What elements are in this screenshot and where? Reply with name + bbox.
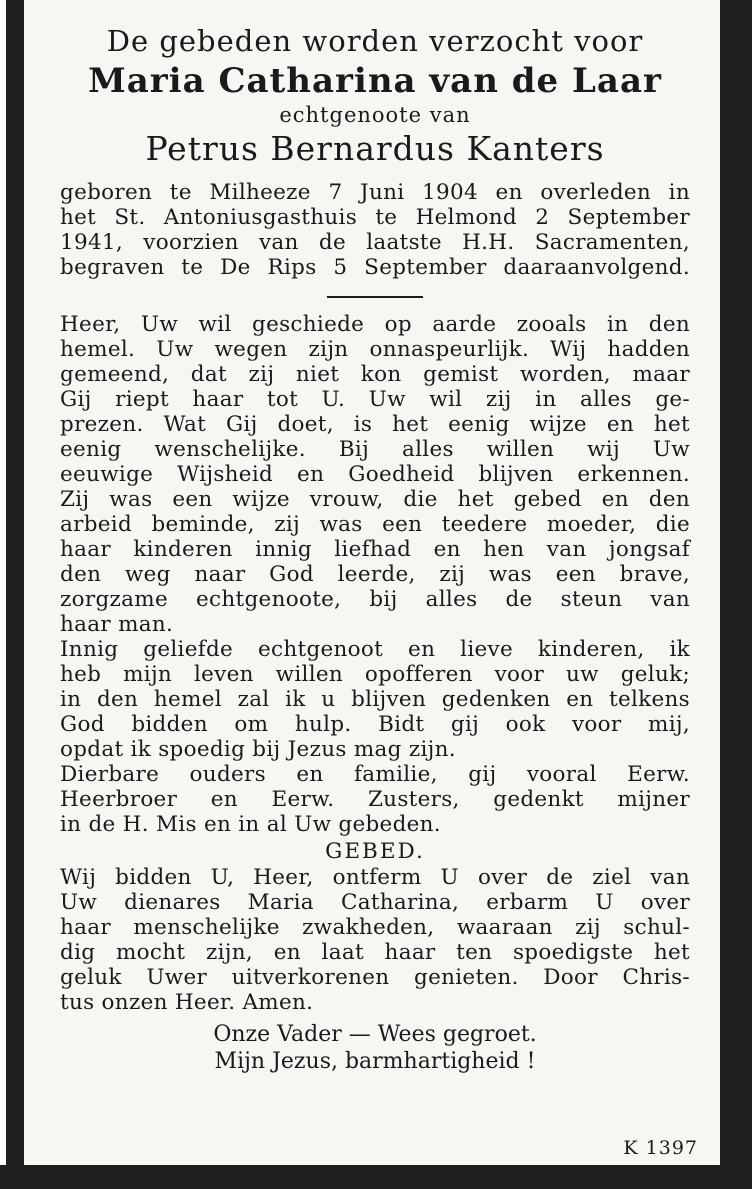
memorial-card: [24, 0, 720, 1165]
bio-line: geboren te Milheeze 7 Juni 1904 en overleden in: [60, 180, 690, 205]
spouse-of-text: echtgenoote van: [279, 103, 471, 127]
prayer-line: Uw dienares Maria Catharina, erbarm U over: [60, 890, 690, 915]
spouse-name: Petrus Bernardus Kanters: [145, 129, 605, 168]
body-line: eenig wenschelijke. Bij alles willen wij Uw: [60, 437, 690, 462]
prayer-line: haar menschelijke zwakheden, waaraan zij schul-: [60, 915, 690, 940]
body-line: Gij riept haar tot U. Uw wil zij in alles ge-: [60, 387, 690, 412]
prayer-line: tus onzen Heer. Amen.: [60, 990, 314, 1015]
body-line: Innig geliefde echtgenoot en lieve kinderen, ik: [60, 637, 690, 662]
deceased-name: Maria Catharina van de Laar: [88, 61, 662, 101]
body-line: eeuwige Wijsheid en Goedheid blijven erkennen.: [60, 462, 690, 487]
body-line: haar man.: [60, 612, 174, 637]
divider-rule: [327, 296, 423, 298]
body-line: gemeend, dat zij niet kon gemist worden, maar: [60, 362, 690, 387]
body-line: opdat ik spoedig bij Jezus mag zijn.: [60, 737, 456, 762]
prayer-title: GEBED.: [325, 839, 425, 864]
body-line: den weg naar God leerde, zij was een brave,: [60, 562, 690, 587]
body-line: Dierbare ouders en familie, gij vooral Eerw.: [60, 762, 690, 787]
body-line: hemel. Uw wegen zijn onnaspeurlijk. Wij hadden: [60, 337, 690, 362]
bio-line: begraven te De Rips 5 September daaraanvolgend.: [60, 255, 690, 280]
body-line: haar kinderen innig liefhad en hen van jongsaf: [60, 537, 690, 562]
bio-line: het St. Antoniusgasthuis te Helmond 2 September: [60, 205, 690, 230]
body-line: in den hemel zal ik u blijven gedenken en telkens: [60, 687, 690, 712]
body-line: in de H. Mis en in al Uw gebeden.: [60, 812, 441, 837]
scan-border-left: [6, 0, 24, 1189]
scan-border-bottom: [0, 1165, 752, 1189]
body-line: Zij was een wijze vrouw, die het gebed en den: [60, 487, 690, 512]
prayer-line: geluk Uwer uitverkorenen genieten. Door Chris-: [60, 965, 690, 990]
body-text: [60, 312, 690, 837]
body-line: zorgzame echtgenoote, bij alles de steun van: [60, 587, 690, 612]
closing-prayers: [60, 1021, 690, 1075]
body-line: God bidden om hulp. Bidt gij ook voor mij,: [60, 712, 690, 737]
scan-border-right: [720, 0, 752, 1189]
body-line: arbeid beminde, zij was een teedere moeder, die: [60, 512, 690, 537]
prayer-line: dig mocht zijn, en laat haar ten spoedigste het: [60, 940, 690, 965]
prayer-text: [60, 865, 690, 1015]
body-line: heb mijn leven willen opofferen voor uw geluk;: [60, 662, 690, 687]
bio-paragraph: [60, 180, 690, 280]
closing-line: Onze Vader — Wees gegroet.: [213, 1022, 537, 1047]
card-header: [60, 22, 690, 170]
body-line: Heerbroer en Eerw. Zusters, gedenkt mijner: [60, 787, 690, 812]
body-line: Heer, Uw wil geschiede op aarde zooals in den: [60, 312, 690, 337]
card-number: K 1397: [623, 1137, 698, 1159]
intro-text: De gebeden worden verzocht voor: [106, 24, 644, 58]
closing-line: Mijn Jezus, barmhartigheid !: [214, 1049, 536, 1074]
body-line: prezen. Wat Gij doet, is het eenig wijze en het: [60, 412, 690, 437]
prayer-line: Wij bidden U, Heer, ontferm U over de ziel van: [60, 865, 690, 890]
bio-line: 1941, voorzien van de laatste H.H. Sacramenten,: [60, 230, 690, 255]
